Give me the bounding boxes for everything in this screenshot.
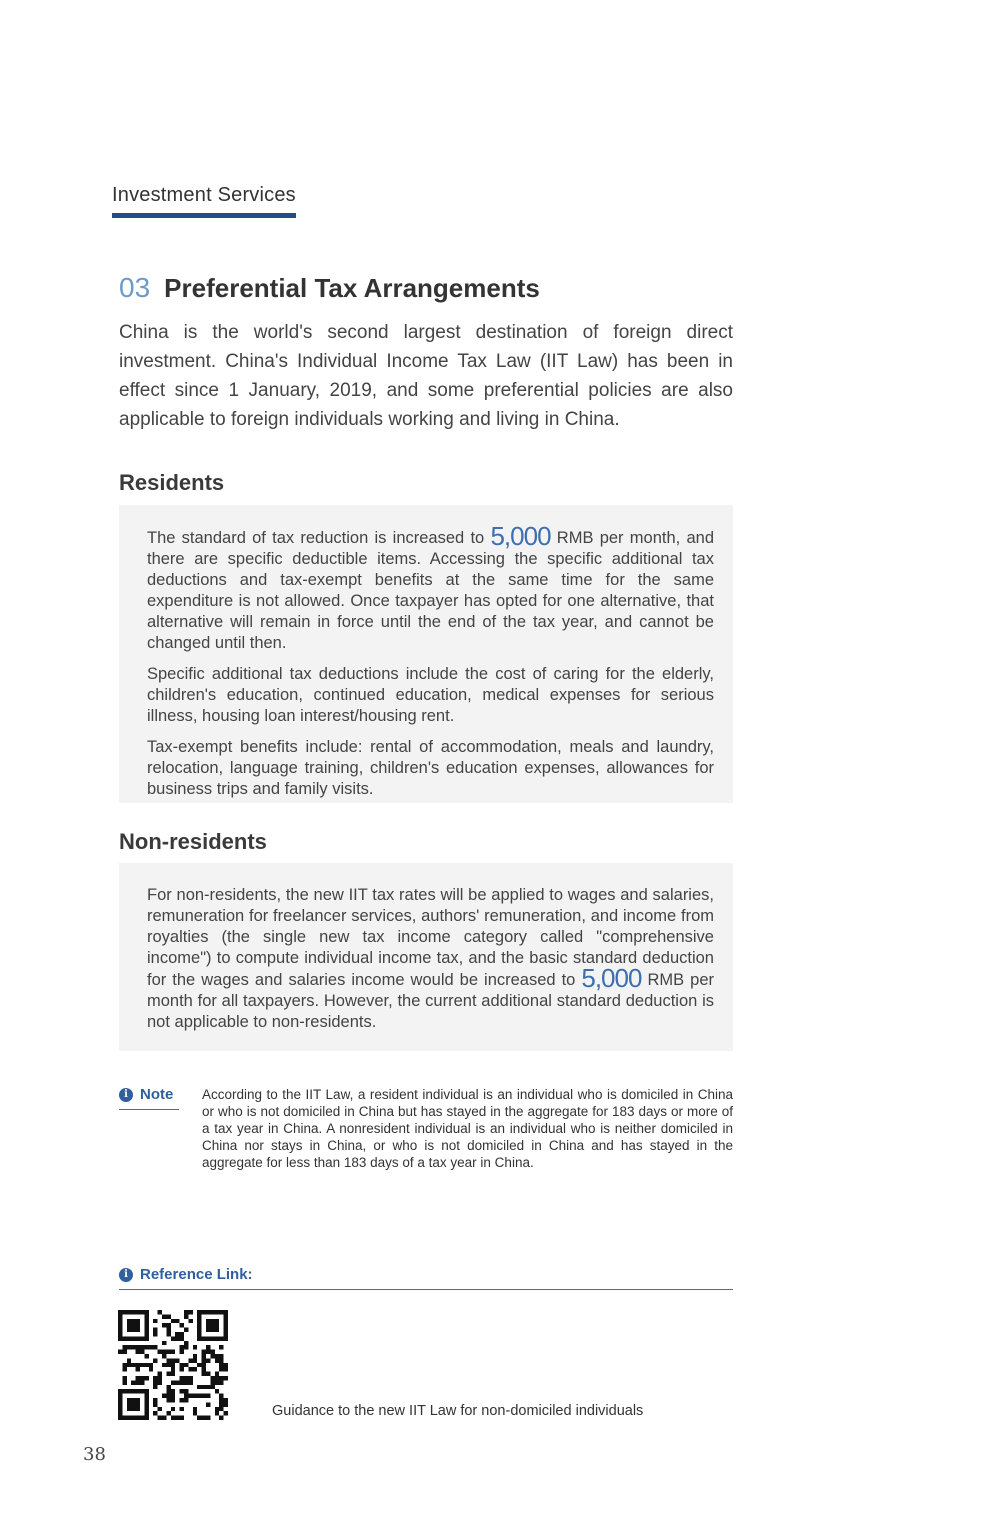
section-label: Investment Services	[112, 184, 296, 206]
non-residents-box	[119, 863, 733, 1051]
residents-box	[119, 505, 733, 803]
chapter-heading	[119, 272, 540, 304]
note-tag	[119, 1086, 179, 1110]
note-text: According to the IIT Law, a resident individual is an individual who is domiciled in China or who is not domiciled in China but has stayed in the aggregate for 183 days or more of a tax year in China. A nonresident individual is an individual who is neither domiciled in China nor stays in China, or who is not domiciled in China and has stayed in the aggregate for less than 183 days of a tax year in China.	[202, 1087, 733, 1170]
reference-link-section	[119, 1266, 733, 1290]
intro-paragraph: China is the world's second largest destination of foreign direct investment. China's Individual Income Tax Law (IIT Law) has been in effect since 1 January, 2019, and some preferential policies are also applicable to foreign individuals working and living in China.	[119, 322, 733, 430]
qr-code-icon[interactable]	[118, 1310, 228, 1420]
residents-paragraph-1: The standard of tax reduction is increased to 5,000 RMB per month, and there are specific deductible items. Accessing the specific additional tax deductions and tax-exempt benefits at the same time for the same expenditure is not allowed. Once taxpayer has opted for one alternative, that alternative will remain in force until the end of the tax year, and cannot be changed until then.	[147, 521, 715, 652]
residents-amount: 5,000	[490, 521, 551, 551]
reference-label: Reference Link:	[140, 1266, 253, 1283]
section-underline	[112, 213, 296, 218]
residents-heading: Residents	[119, 470, 225, 495]
reference-caption[interactable]: Guidance to the new IIT Law for non-domiciled individuals	[272, 1403, 644, 1419]
note-label: Note	[140, 1086, 174, 1103]
page-number: 38	[83, 1444, 106, 1465]
reference-divider	[119, 1289, 733, 1290]
non-residents-heading: Non-residents	[119, 829, 267, 854]
non-residents-amount: 5,000	[581, 963, 642, 993]
chapter-number: 03	[119, 272, 151, 303]
non-residents-paragraph: For non-residents, the new IIT tax rates will be applied to wages and salaries, remuneration for freelancer services, authors' remuneration, and income from royalties (the single new tax income category called "comprehensive income") to compute individual income tax, and the basic standard deduction for the wages and salaries income would be increased to 5,000 RMB per month for all taxpayers. However, the current additional standard deduction is not applicable to non-residents.	[147, 886, 714, 1031]
info-icon: i	[119, 1088, 133, 1102]
residents-paragraph-3: Tax-exempt benefits include: rental of accommodation, meals and laundry, relocation, language training, children's education expenses, allowances for business trips and family visits.	[147, 738, 714, 798]
chapter-title: Preferential Tax Arrangements	[164, 273, 540, 303]
section-header	[112, 184, 296, 218]
info-icon: i	[119, 1268, 133, 1282]
residents-paragraph-2: Specific additional tax deductions include the cost of caring for the elderly, children's education, continued education, medical expenses for serious illness, housing loan interest/housing rent.	[147, 665, 714, 725]
note-underline	[119, 1109, 179, 1110]
